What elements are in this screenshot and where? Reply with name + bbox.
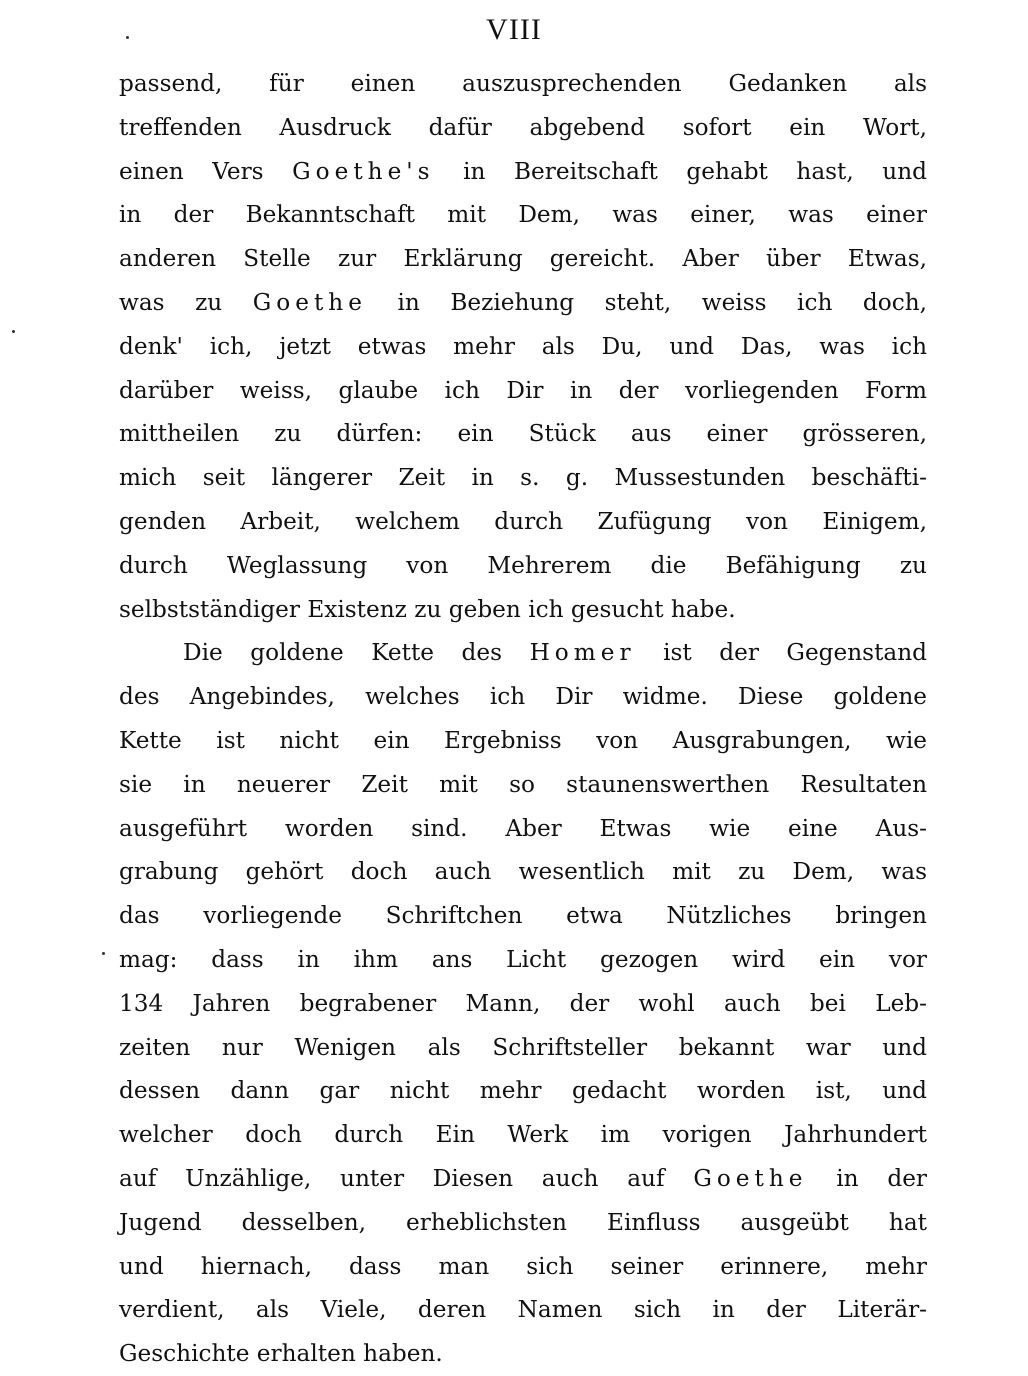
text-line: treffenden Ausdruck dafür abgebend sofort ein Wort,: [119, 113, 927, 141]
paragraph-start-line: Die goldene Kette des Homer ist der Gegenstand: [183, 639, 927, 667]
text-line: Kette ist nicht ein Ergebniss von Ausgrabungen, wie: [119, 726, 927, 754]
text-line: ausgeführt worden sind. Aber Etwas wie eine Aus-: [119, 814, 927, 842]
page-number: VIII: [486, 13, 542, 46]
text-line: grabung gehört doch auch wesentlich mit zu Dem, was: [119, 858, 927, 886]
spaced-name-goethe: Goethe: [252, 288, 367, 316]
spaced-name-goethe: Goethe's: [292, 157, 435, 185]
text-line: anderen Stelle zur Erklärung gereicht. Aber über Etwas,: [119, 245, 927, 273]
text-line: darüber weiss, glaube ich Dir in der vorliegenden Form: [119, 376, 927, 404]
text-line: passend, für einen auszusprechenden Gedanken als: [119, 70, 927, 97]
paragraph-end-line: selbstständiger Existenz zu geben ich gesucht habe.: [119, 595, 736, 623]
text-line: verdient, als Viele, deren Namen sich in der Literär-: [119, 1296, 927, 1324]
paper-speck: [12, 330, 15, 333]
body-text: [119, 62, 927, 1376]
text-line: mag: dass in ihm ans Licht gezogen wird ein vor: [119, 945, 927, 973]
text-line: durch Weglassung von Mehrerem die Befähigung zu: [119, 551, 927, 579]
text-line: 134 Jahren begrabener Mann, der wohl auch bei Leb-: [119, 989, 927, 1017]
text-line: dessen dann gar nicht mehr gedacht worden ist, und: [119, 1077, 927, 1105]
text-line: genden Arbeit, welchem durch Zufügung von Einigem,: [119, 507, 927, 535]
paragraph-end-line: Geschichte erhalten haben.: [119, 1340, 443, 1368]
text-line: einen Vers Goethe's in Bereitschaft gehabt hast, und: [119, 157, 927, 185]
text-line: zeiten nur Wenigen als Schriftsteller bekannt war und: [119, 1033, 927, 1061]
text-line: mich seit längerer Zeit in s. g. Mussestunden beschäfti-: [119, 464, 927, 492]
text-line: des Angebindes, welches ich Dir widme. Diese goldene: [119, 683, 927, 711]
text-line: was zu Goethe in Beziehung steht, weiss ich doch,: [119, 288, 927, 316]
text-line: mittheilen zu dürfen: ein Stück aus einer grösseren,: [119, 420, 927, 448]
text-line: in der Bekanntschaft mit Dem, was einer, was einer: [119, 201, 927, 229]
spaced-name-goethe: Goethe: [693, 1164, 808, 1192]
text-line: und hiernach, dass man sich seiner erinnere, mehr: [119, 1252, 927, 1280]
text-line: welcher doch durch Ein Werk im vorigen Jahrhundert: [119, 1121, 927, 1149]
paper-speck: [126, 36, 129, 39]
text-line: sie in neuerer Zeit mit so staunenswerthen Resultaten: [119, 770, 927, 798]
text-line: Jugend desselben, erheblichsten Einfluss ausgeübt hat: [119, 1208, 927, 1236]
text-line: denk' ich, jetzt etwas mehr als Du, und Das, was ich: [119, 332, 927, 360]
paper-speck: [102, 952, 105, 955]
text-line: auf Unzählige, unter Diesen auch auf Goethe in der: [119, 1164, 928, 1192]
text-line: das vorliegende Schriftchen etwa Nützliches bringen: [119, 902, 927, 930]
spaced-name-homer: Homer: [529, 639, 636, 667]
